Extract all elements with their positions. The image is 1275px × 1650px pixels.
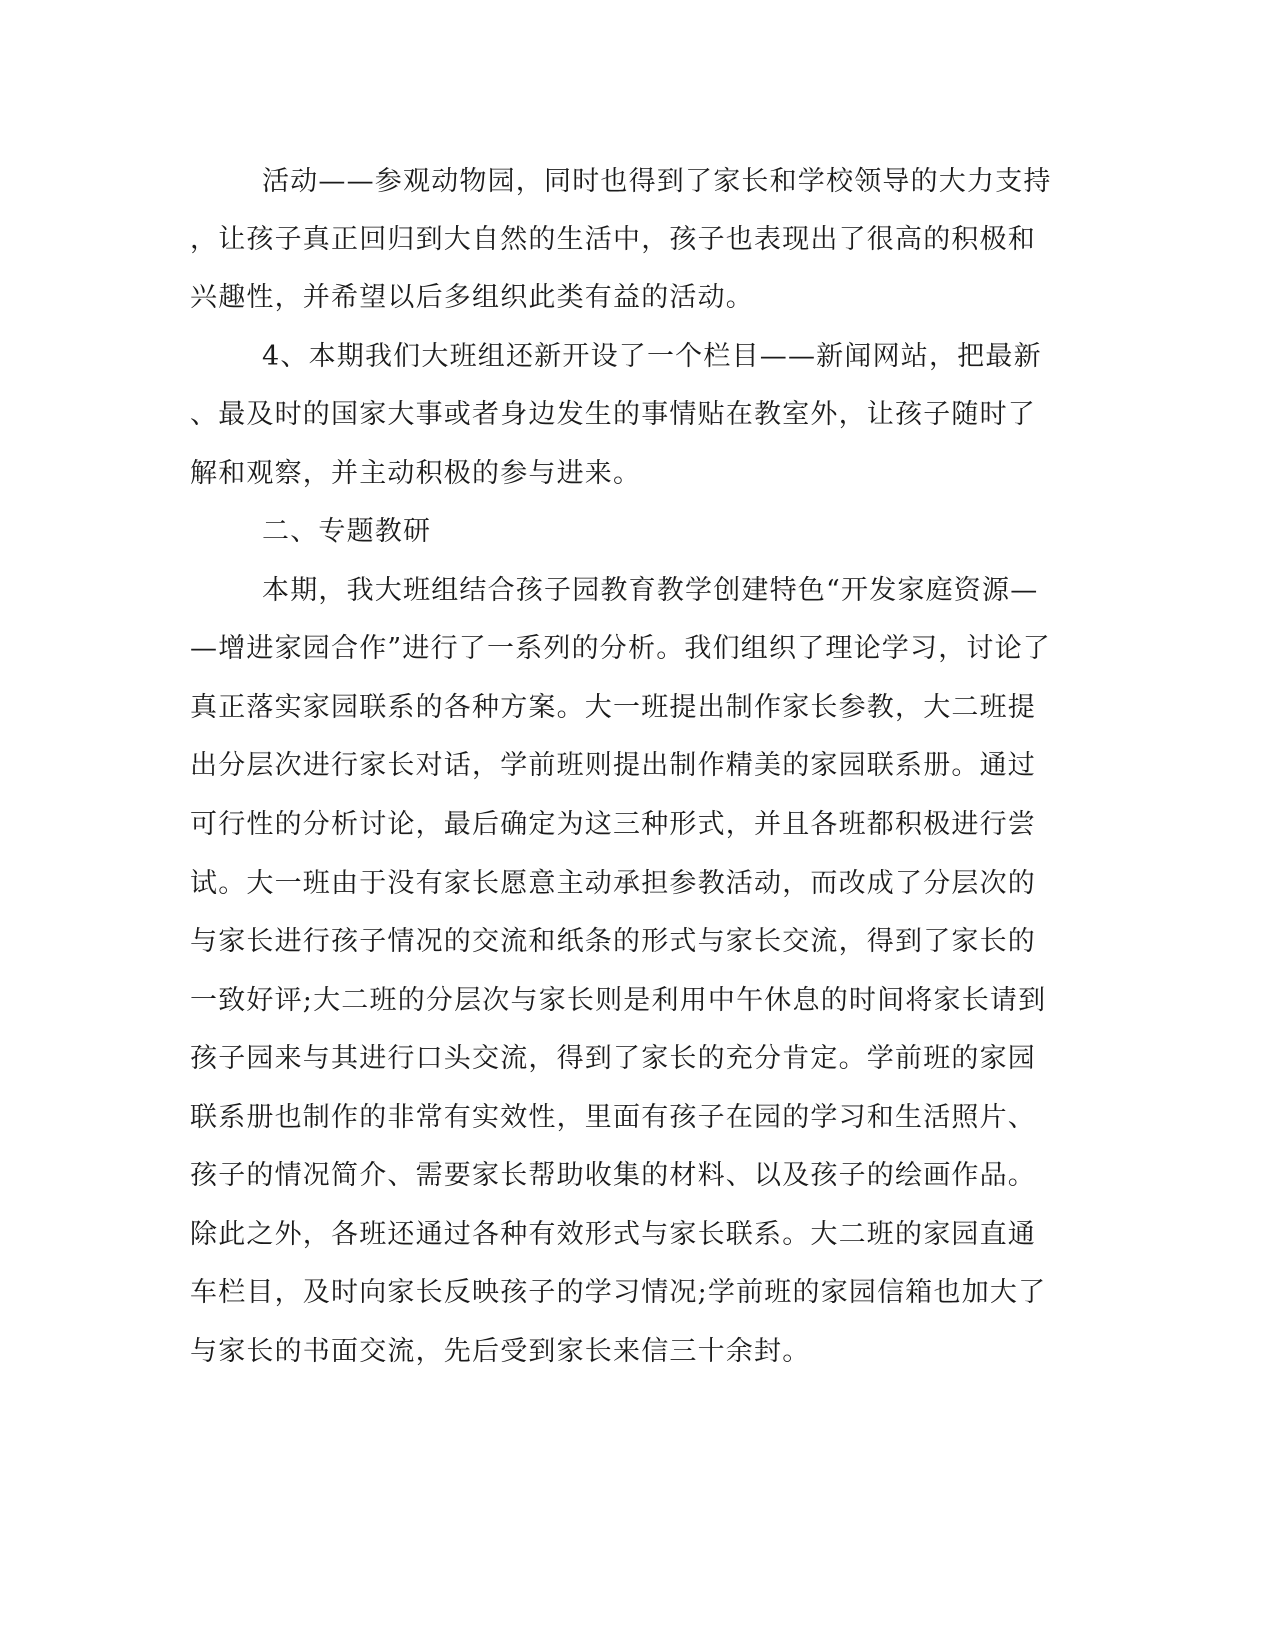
text-line: 一致好评;大二班的分层次与家长则是利用中午休息的时间将家长请到 — [190, 985, 1047, 1016]
text-line: 解和观察，并主动积极的参与进来。 — [190, 458, 642, 489]
text-line: 车栏目，及时向家长反映孩子的学习情况;学前班的家园信箱也加大了 — [190, 1277, 1047, 1308]
text-line: 活动——参观动物园，同时也得到了家长和学校领导的大力支持 — [262, 166, 1052, 197]
text-line: 试。大一班由于没有家长愿意主动承担参教活动，而改成了分层次的 — [190, 868, 1036, 899]
text-line: 联系册也制作的非常有实效性，里面有孩子在园的学习和生活照片、 — [190, 1102, 1036, 1133]
text-line: 与家长进行孩子情况的交流和纸条的形式与家长交流，得到了家长的 — [190, 926, 1036, 957]
text-line: 孩子园来与其进行口头交流，得到了家长的充分肯定。学前班的家园 — [190, 1043, 1036, 1074]
text-line: —增进家园合作”进行了一系列的分析。我们组织了理论学习，讨论了 — [190, 633, 1052, 664]
text-line: 4、本期我们大班组还新开设了一个栏目——新闻网站，把最新 — [262, 341, 1042, 372]
text-line: 本期，我大班组结合孩子园教育教学创建特色“开发家庭资源— — [262, 575, 1039, 606]
text-line: 与家长的书面交流，先后受到家长来信三十余封。 — [190, 1336, 811, 1367]
text-line: 兴趣性，并希望以后多组织此类有益的活动。 — [190, 282, 754, 313]
text-line: 、最及时的国家大事或者身边发生的事情贴在教室外，让孩子随时了 — [190, 399, 1036, 430]
text-line: 真正落实家园联系的各种方案。大一班提出制作家长参教，大二班提 — [190, 692, 1036, 723]
section-heading: 二、专题教研 — [262, 516, 432, 547]
text-line: 可行性的分析讨论，最后确定为这三种形式，并且各班都积极进行尝 — [190, 809, 1036, 840]
text-line: 出分层次进行家长对话，学前班则提出制作精美的家园联系册。通过 — [190, 750, 1036, 781]
text-line: 除此之外，各班还通过各种有效形式与家长联系。大二班的家园直通 — [190, 1219, 1036, 1250]
text-line: ，让孩子真正回归到大自然的生活中，孩子也表现出了很高的积极和 — [190, 224, 1036, 255]
text-line: 孩子的情况简介、需要家长帮助收集的材料、以及孩子的绘画作品。 — [190, 1160, 1036, 1191]
